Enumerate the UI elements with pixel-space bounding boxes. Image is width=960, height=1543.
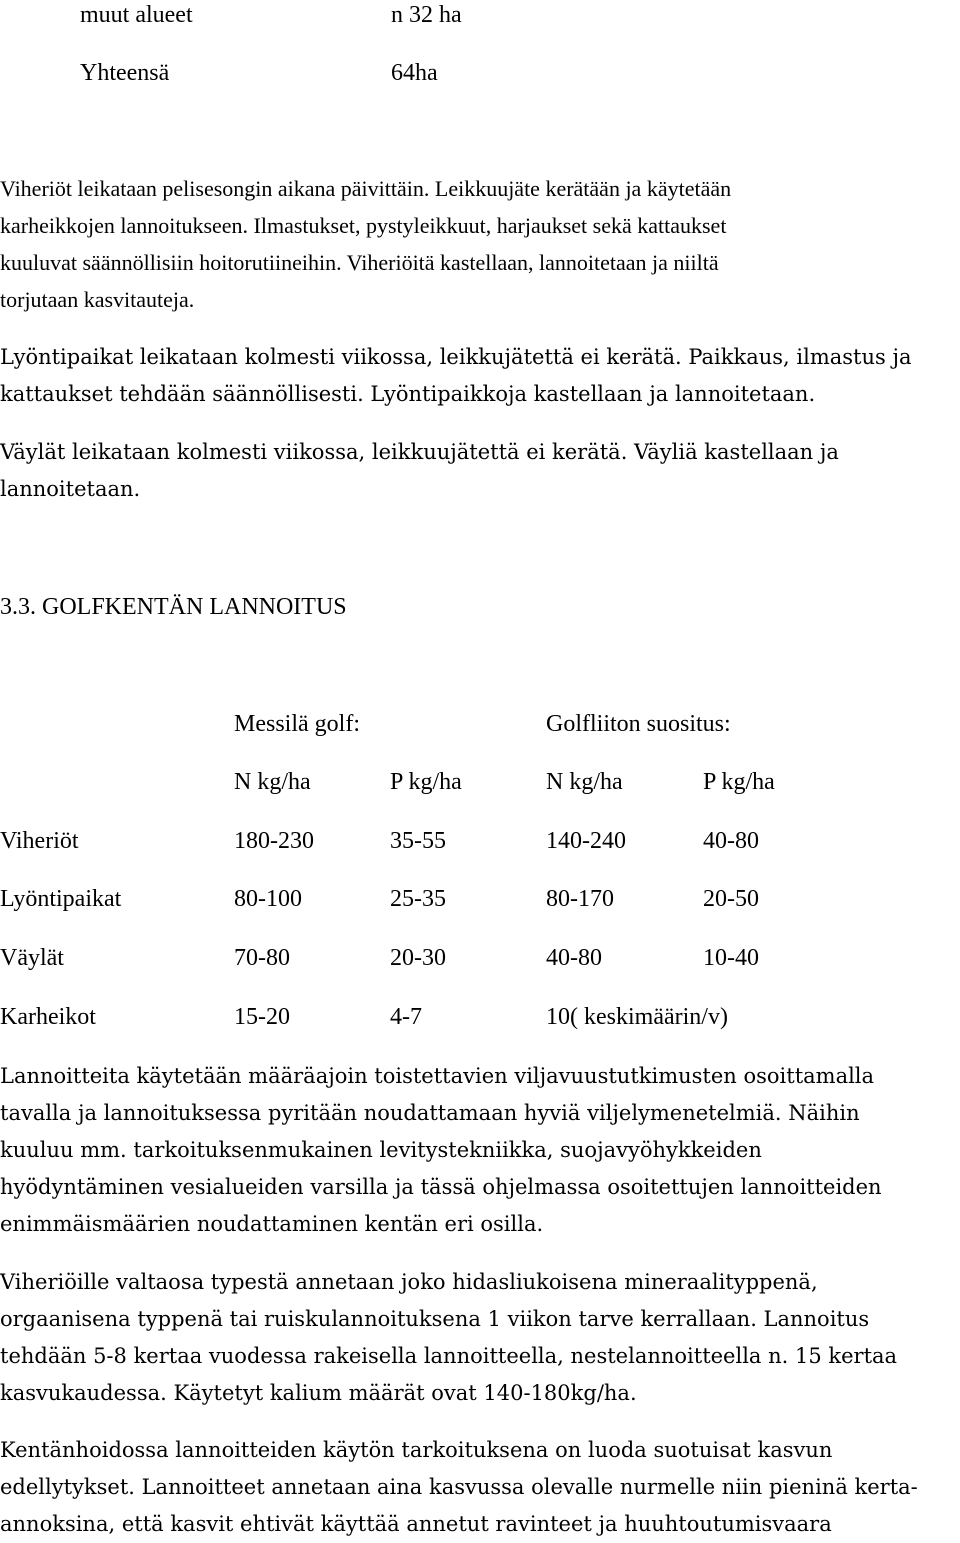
row-label: Karheikot <box>0 1004 96 1030</box>
paragraph-kentanhoidossa <box>0 1432 960 1543</box>
paragraph-line: tehdään 5-8 kertaa vuodessa rakeisella lannoitteella, nestelannoitteella n. 15 kertaa <box>0 1344 898 1368</box>
table-cell: 180-230 <box>234 828 314 854</box>
paragraph-line: Lannoitteita käytetään määräajoin toistettavien viljavuustutkimusten osoittamalla <box>0 1064 875 1088</box>
paragraph-line: Lyöntipaikat leikataan kolmesti viikossa, leikkujätettä ei kerätä. Paikkaus, ilmastus ja <box>0 345 912 369</box>
table-cell: 140-240 <box>546 828 626 854</box>
paragraph-viheriot <box>0 170 960 318</box>
paragraph-line: kasvukaudessa. Käytetyt kalium määrät ovat 140-180kg/ha. <box>0 1381 637 1405</box>
paragraph-line: lannoitetaan. <box>0 477 141 501</box>
table-cell: 20-30 <box>390 945 446 971</box>
area-label: muut alueet <box>80 2 193 28</box>
paragraph-line: hyödyntäminen vesialueiden varsilla ja tässä ohjelmassa osoitettujen lannoitteiden <box>0 1175 882 1199</box>
row-label: Väylät <box>0 945 64 971</box>
table-cell: 4-7 <box>390 1004 422 1030</box>
column-header: P kg/ha <box>703 769 775 795</box>
table-cell: 25-35 <box>390 886 446 912</box>
paragraph-line: Väylät leikataan kolmesti viikossa, leikkuujätettä ei kerätä. Väyliä kastellaan ja <box>0 440 839 464</box>
row-label: Viheriöt <box>0 828 79 854</box>
column-header: P kg/ha <box>390 769 462 795</box>
area-label: Yhteensä <box>80 60 170 86</box>
paragraph-line: kuuluvat säännöllisiin hoitorutiineihin. Viheriöitä kastellaan, lannoitetaan ja niiltä <box>0 250 719 275</box>
paragraph-line: karheikkojen lannoitukseen. Ilmastukset, pystyleikkuut, harjaukset sekä kattaukset <box>0 213 727 238</box>
table-cell: 35-55 <box>390 828 446 854</box>
table-cell: 10( keskimäärin/v) <box>546 1004 728 1030</box>
paragraph-viherioille <box>0 1264 960 1412</box>
area-value: n 32 ha <box>391 2 462 28</box>
column-header: N kg/ha <box>546 769 623 795</box>
table-cell: 20-50 <box>703 886 759 912</box>
paragraph-line: kuuluu mm. tarkoituksenmukainen levitystekniikka, suojavyöhykkeiden <box>0 1138 762 1162</box>
paragraph-lannoitteita <box>0 1058 960 1243</box>
table-cell: 10-40 <box>703 945 759 971</box>
paragraph-line: torjutaan kasvitauteja. <box>0 287 195 312</box>
paragraph-line: annoksina, että kasvit ehtivät käyttää annetut ravinteet ja huuhtoutumisvaara <box>0 1512 832 1536</box>
table-cell: 40-80 <box>546 945 602 971</box>
table-cell: 70-80 <box>234 945 290 971</box>
table-cell: 80-100 <box>234 886 302 912</box>
paragraph-line: Viheriöille valtaosa typestä annetaan joko hidasliukoisena mineraalityppenä, <box>0 1270 818 1294</box>
table-cell: 15-20 <box>234 1004 290 1030</box>
row-label: Lyöntipaikat <box>0 886 122 912</box>
paragraph-line: orgaanisena typpenä tai ruiskulannoituksena 1 viikon tarve kerrallaan. Lannoitus <box>0 1307 870 1331</box>
section-heading: 3.3. GOLFKENTÄN LANNOITUS <box>0 594 347 620</box>
group-header-messila: Messilä golf: <box>234 711 360 737</box>
area-value: 64ha <box>391 60 438 86</box>
table-cell: 80-170 <box>546 886 614 912</box>
paragraph-line: tavalla ja lannoituksessa pyritään noudattamaan hyviä viljelymenetelmiä. Näihin <box>0 1101 860 1125</box>
group-header-golfliitto: Golfliiton suositus: <box>546 711 731 737</box>
paragraph-vaylat <box>0 434 960 508</box>
column-header: N kg/ha <box>234 769 311 795</box>
paragraph-line: enimmäismäärien noudattaminen kentän eri osilla. <box>0 1212 544 1236</box>
paragraph-line: kattaukset tehdään säännöllisesti. Lyöntipaikkoja kastellaan ja lannoitetaan. <box>0 382 816 406</box>
paragraph-line: Kentänhoidossa lannoitteiden käytön tarkoituksena on luoda suotuisat kasvun <box>0 1438 833 1462</box>
table-cell: 40-80 <box>703 828 759 854</box>
paragraph-line: Viheriöt leikataan pelisesongin aikana päivittäin. Leikkuujäte kerätään ja käytetään <box>0 176 732 201</box>
paragraph-lyontipaikat <box>0 339 960 413</box>
paragraph-line: edellytykset. Lannoitteet annetaan aina kasvussa olevalle nurmelle niin pieninä kerta- <box>0 1475 918 1499</box>
